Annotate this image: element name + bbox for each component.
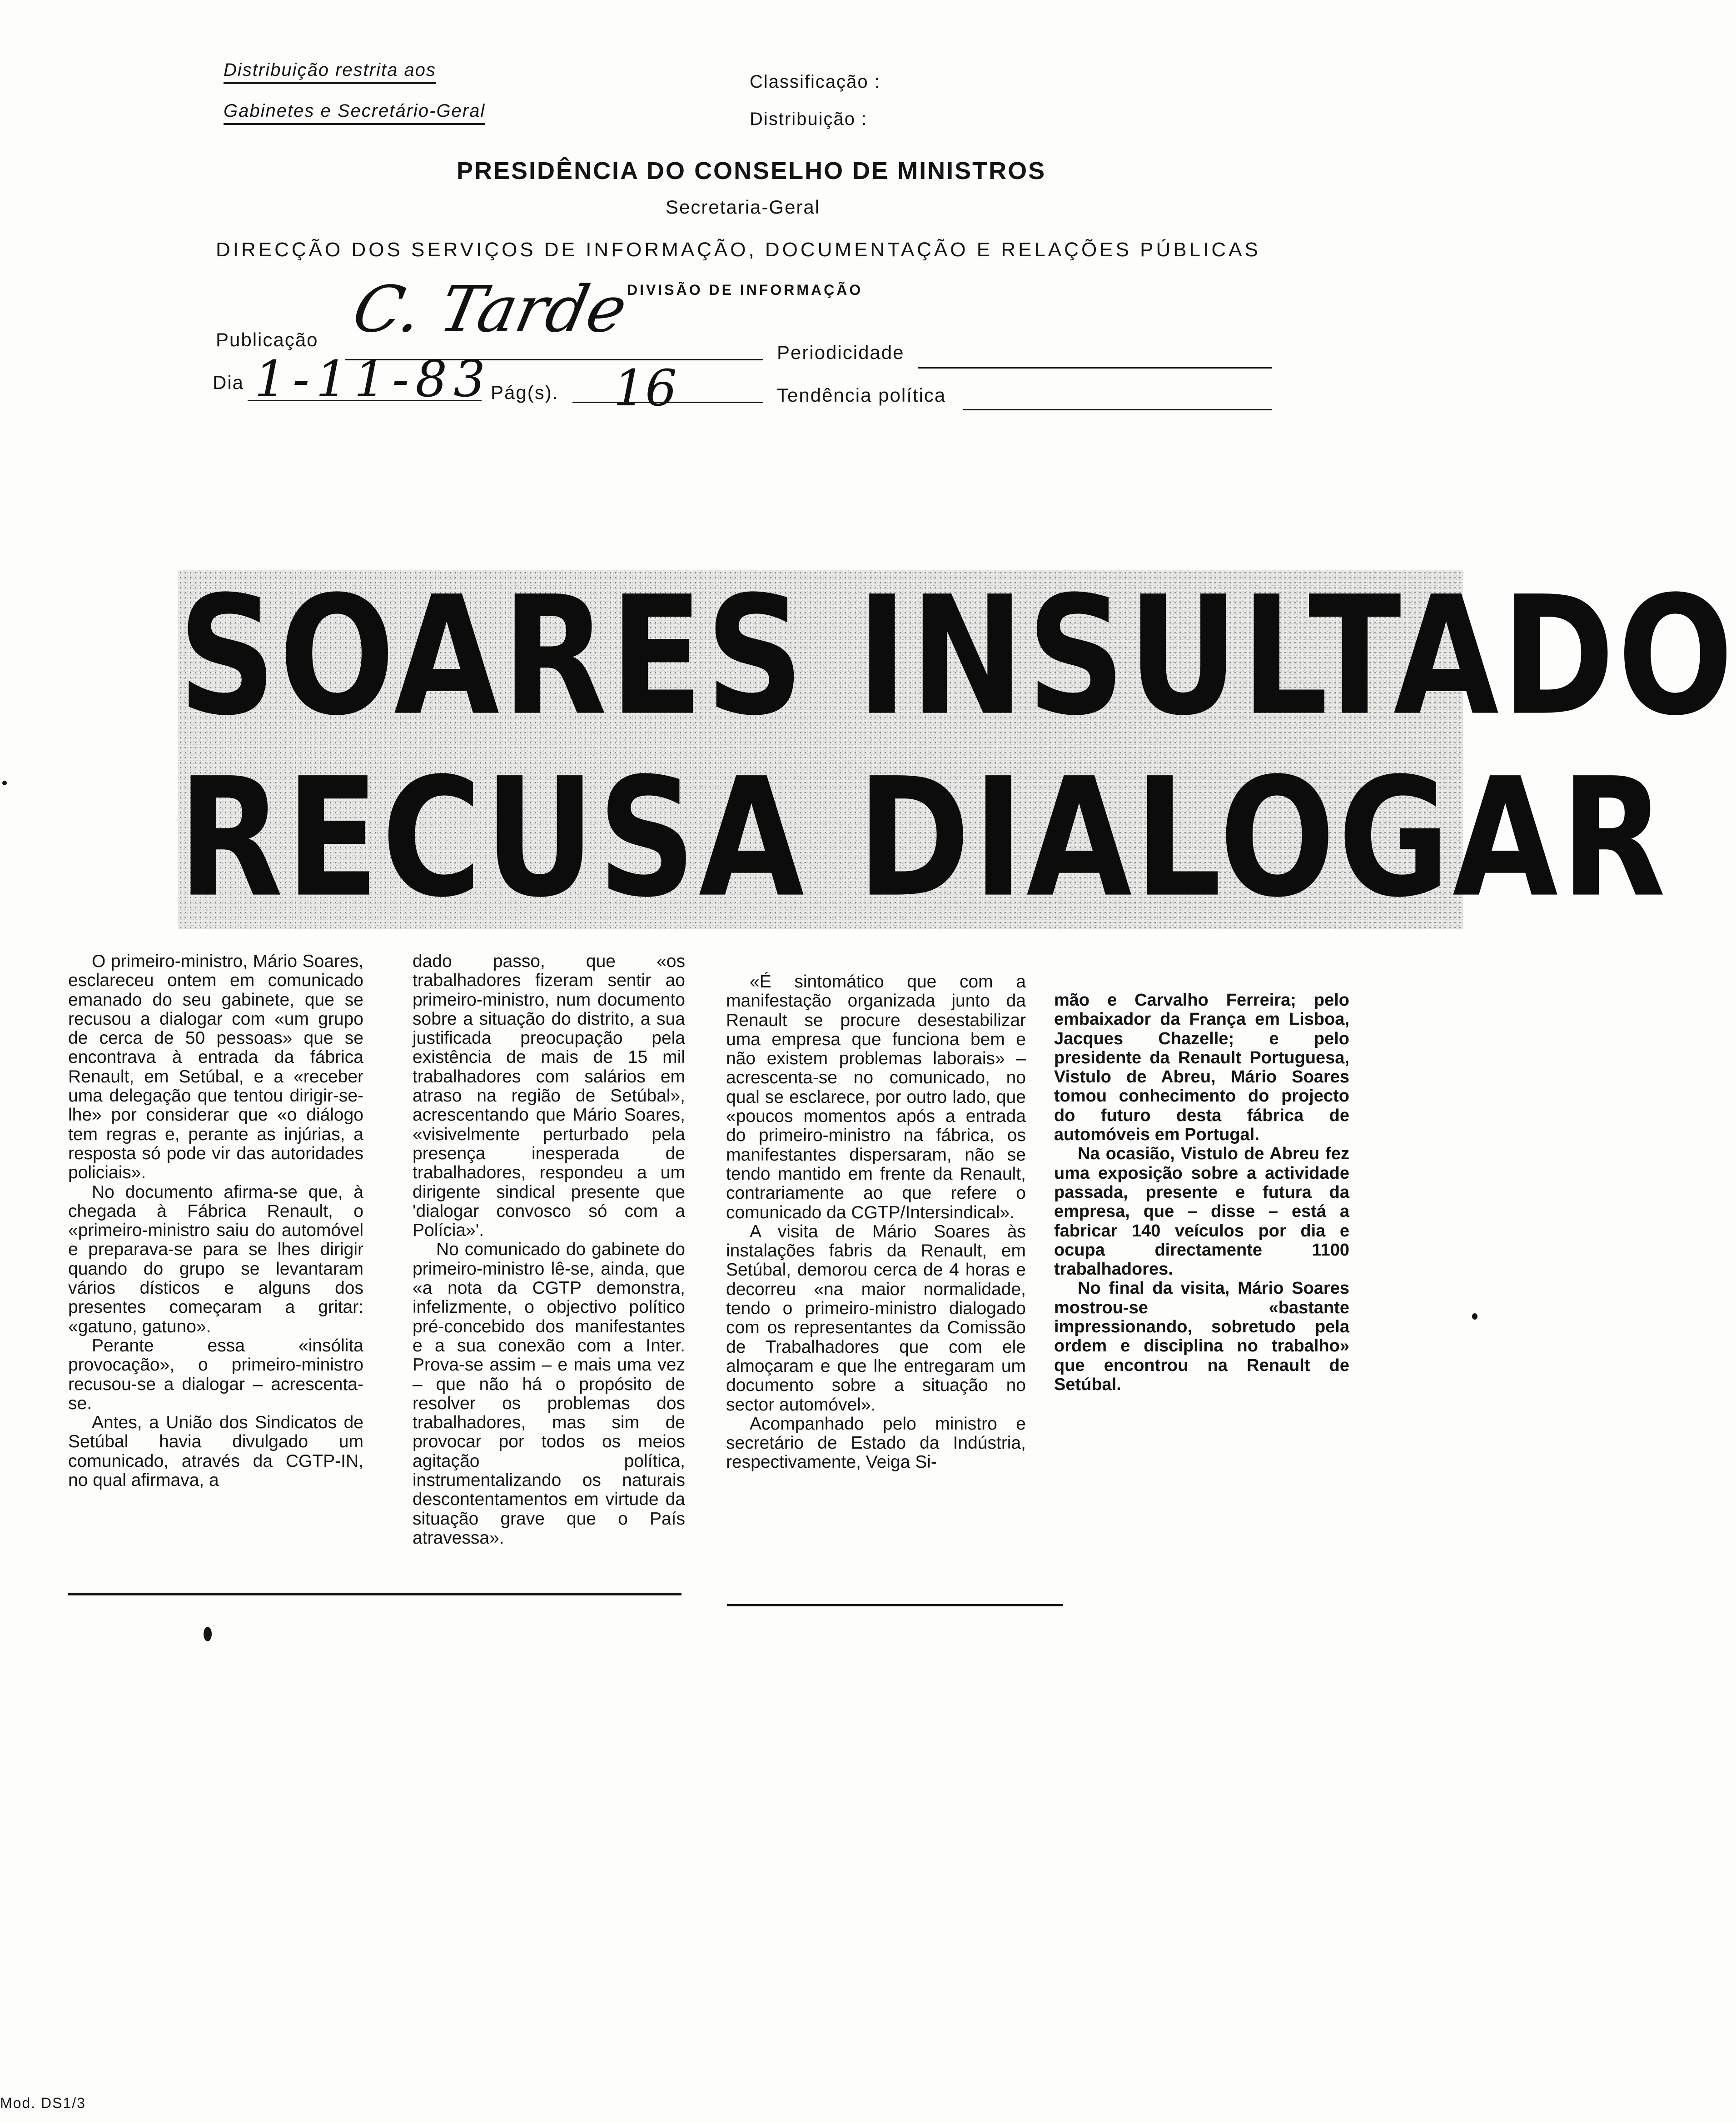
article-column-2 xyxy=(413,952,685,1548)
pages-label: Pág(s). xyxy=(491,382,559,403)
article-paragraph: Na ocasião, Vistulo de Abreu fez uma exposição sobre a actividade passada, presente e futura da empresa, que – disse – está a fabricar 140 veículos por dia e ocupa directamente 1100 trabalhadores. xyxy=(1054,1144,1349,1279)
political-tendency-field-line xyxy=(963,409,1272,410)
classification-label: Classificação : xyxy=(750,72,880,92)
periodicity-field-line xyxy=(918,367,1272,369)
article-paragraph: «É sintomático que com a manifestação organizada junto da Renault se procure desestabilizar uma empresa que funciona bem e não existem problemas laborais» – acrescenta-se no comunicado, no qual se esclarece, por outro lado, que «poucos momentos após a entrada do primeiro-ministro na fábrica, os manifestantes dispersaram, não se tendo mantido em frente da Renault, contrariamente ao que refere o comunicado da CGTP/Intersindical». xyxy=(726,972,1026,1222)
publication-label: Publicação xyxy=(216,329,318,350)
headline-line-2: RECUSA DIALOGAR xyxy=(178,743,1669,933)
distribution-restricted-line2: Gabinetes e Secretário-Geral xyxy=(224,101,485,125)
headline-line-1: SOARES INSULTADO xyxy=(178,561,1736,752)
distribution-restricted-line1: Distribuição restrita aos xyxy=(224,60,436,84)
column-bottom-rule xyxy=(68,1593,681,1595)
day-field-line xyxy=(248,400,482,401)
pages-field-line xyxy=(572,402,763,403)
presidency-title: PRESIDÊNCIA DO CONSELHO DE MINISTROS xyxy=(457,157,1046,184)
distribution-label: Distribuição : xyxy=(750,109,868,129)
article-paragraph: dado passo, que «os trabalhadores fizeram sentir ao primeiro-ministro, num documento sobre a situação do distrito, a sua justificada preocupação pela existência de mais de 15 mil trabalhadores com salários em atraso na região de Setúbal», acrescentando que Mário Soares, «visivelmente perturbado pela presença inesperada de trabalhadores, respondeu a um dirigente sindical presente que 'dialogar convosco só com a Polícia»'. xyxy=(413,952,685,1241)
article-paragraph: No comunicado do gabinete do primeiro-ministro lê-se, ainda, que «a nota da CGTP demonstra, infelizmente, o objectivo político pré-concebido dos manifestantes e a sua conexão com a Inter. Prova-se assim – e mais uma vez – que não há o propósito de resolver os problemas dos trabalhadores, mas sim de provocar por todos os meios agitação política, instrumentalizando os naturais descontentamentos em virtude da situação grave que o País atravessa». xyxy=(413,1240,685,1548)
publication-value-handwritten: C. Tarde xyxy=(346,273,633,347)
article-paragraph: mão e Carvalho Ferreira; pelo embaixador da França em Lisboa, Jacques Chazelle; e pelo presidente da Renault Portuguesa, Vistulo de Abreu, Mário Soares tomou conhecimento do projecto do futuro desta fábrica de automóveis em Portugal. xyxy=(1054,991,1349,1145)
article-paragraph: A visita de Mário Soares às instalações fabris da Renault, em Setúbal, demorou cerca de 4 horas e decorreu «na maior normalidade, tendo o primeiro-ministro dialogado com os representantes da Comissão de Trabalhadores que com ele almoçaram e que lhe entregaram um documento sobre a situação no sector automóvel». xyxy=(726,1221,1026,1415)
division-title: DIVISÃO DE INFORMAÇÃO xyxy=(627,282,863,298)
scan-speck xyxy=(204,1627,212,1641)
day-value-handwritten: 1-11-83 xyxy=(254,350,492,408)
article-column-1 xyxy=(68,952,363,1490)
form-code: Mod. DS1/3 xyxy=(0,2095,86,2111)
directorate-title: DIRECÇÃO DOS SERVIÇOS DE INFORMAÇÃO, DOCUMENTAÇÃO E RELAÇÕES PÚBLICAS xyxy=(216,239,1261,261)
article-column-3 xyxy=(726,972,1026,1472)
article-paragraph: Antes, a União dos Sindicatos de Setúbal havia divulgado um comunicado, através da CGTP-IN, no qual afirmava, a xyxy=(68,1413,363,1490)
political-tendency-label: Tendência política xyxy=(777,384,946,406)
scan-speck xyxy=(1472,1313,1477,1320)
secretariat-subtitle: Secretaria-Geral xyxy=(666,196,821,218)
article-paragraph: No documento afirma-se que, à chegada à Fábrica Renault, o «primeiro-ministro saiu do automóvel e preparava-se para se lhes dirigir quando do grupo se levantaram vários dísticos e alguns dos presentes começaram a gritar: «gatuno, gatuno». xyxy=(68,1182,363,1336)
scan-speck xyxy=(2,781,7,785)
article-column-4 xyxy=(1054,991,1349,1394)
pages-value-handwritten: 16 xyxy=(613,359,677,417)
article-paragraph: O primeiro-ministro, Mário Soares, esclareceu ontem em comunicado emanado do seu gabinete, que se recusou a dialogar com «um grupo de cerca de 50 pessoas» que se encontrava à entrada da fábrica Renault, em Setúbal, e a «receber uma delegação que tentou dirigir-se-lhe» por considerar que «o diálogo tem regras e, perante as injúrias, a resposta só pode vir das autoridades policiais». xyxy=(68,952,363,1183)
article-paragraph: No final da visita, Mário Soares mostrou-se «bastante impressionando, sobretudo pela ordem e disciplina no trabalho» que encontrou na Renault de Setúbal. xyxy=(1054,1279,1349,1394)
column-bottom-rule xyxy=(727,1604,1063,1606)
headline-block xyxy=(178,561,1736,933)
article-paragraph: Perante essa «insólita provocação», o primeiro-ministro recusou-se a dialogar – acrescenta-se. xyxy=(68,1336,363,1413)
article-paragraph: Acompanhado pelo ministro e secretário de Estado da Indústria, respectivamente, Veiga Si- xyxy=(726,1414,1026,1472)
periodicity-label: Periodicidade xyxy=(777,342,905,363)
day-label: Dia xyxy=(213,372,244,393)
